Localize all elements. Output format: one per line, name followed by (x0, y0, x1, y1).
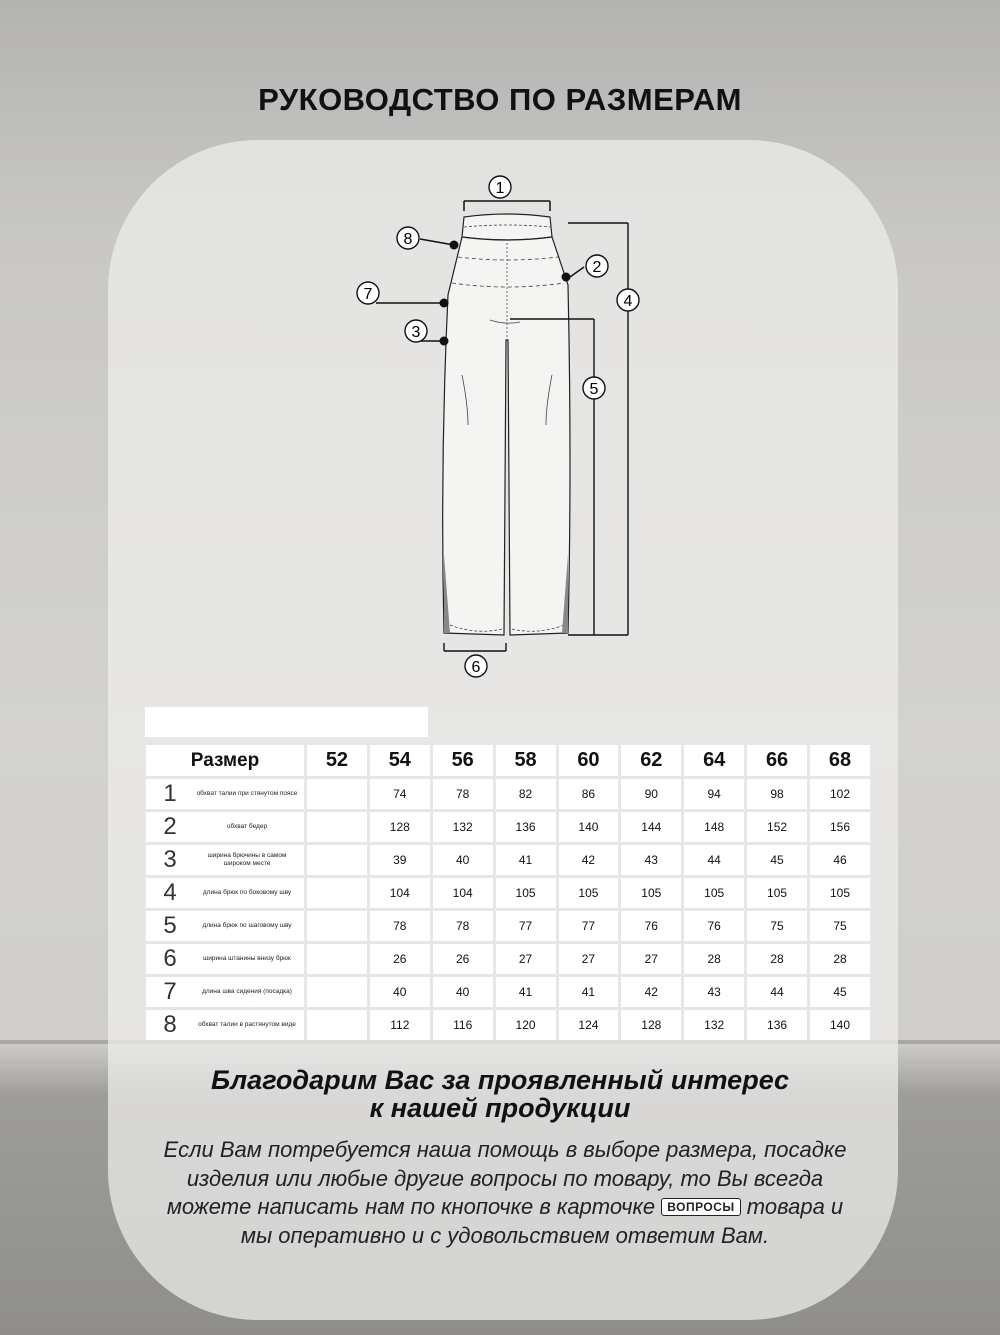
marker-3 (405, 320, 427, 342)
value-cell: 104 (370, 878, 430, 908)
value-cell: 27 (621, 944, 681, 974)
value-cell: 46 (810, 845, 870, 875)
marker-2 (586, 255, 608, 277)
measurement-number: 1 (163, 780, 177, 807)
value-cell: 41 (559, 977, 619, 1007)
value-cell: 148 (684, 812, 744, 842)
marker-4 (617, 289, 639, 311)
measurement-row (146, 944, 870, 974)
value-cell: 124 (559, 1010, 619, 1040)
size-table (143, 742, 873, 1043)
size-col-header: 66 (747, 745, 807, 776)
measurement-number: 7 (163, 978, 177, 1005)
value-cell: 40 (433, 845, 493, 875)
measurement-row (146, 779, 870, 809)
value-cell (307, 845, 367, 875)
measurement-label: обхват талии в растянутом виде (198, 1021, 296, 1028)
thanks-heading (0, 1066, 1000, 1122)
svg-text:2: 2 (592, 259, 602, 276)
measurement-row (146, 878, 870, 908)
value-cell (307, 1010, 367, 1040)
value-cell: 90 (621, 779, 681, 809)
svg-text:3: 3 (411, 324, 421, 341)
size-col-header: 52 (307, 745, 367, 776)
size-header-row (146, 745, 870, 776)
measurement-number: 8 (163, 1011, 177, 1038)
size-header-label: Размер (146, 745, 304, 776)
value-cell: 74 (370, 779, 430, 809)
value-cell: 112 (370, 1010, 430, 1040)
measurement-cell (146, 911, 304, 941)
measurement-cell (146, 977, 304, 1007)
value-cell: 42 (621, 977, 681, 1007)
value-cell: 105 (559, 878, 619, 908)
thanks-line-1: Благодарим Вас за проявленный интерес (210, 1065, 790, 1095)
measurement-cell (146, 845, 304, 875)
value-cell: 78 (370, 911, 430, 941)
trousers-diagram (340, 165, 660, 685)
value-cell: 104 (433, 878, 493, 908)
value-cell (307, 812, 367, 842)
marker-8 (397, 227, 419, 249)
value-cell: 76 (684, 911, 744, 941)
measurement-row (146, 1010, 870, 1040)
size-col-header: 60 (559, 745, 619, 776)
value-cell: 156 (810, 812, 870, 842)
value-cell: 28 (810, 944, 870, 974)
value-cell: 128 (621, 1010, 681, 1040)
value-cell: 136 (496, 812, 556, 842)
measurement-label: обхват бедер (226, 823, 268, 830)
value-cell: 105 (810, 878, 870, 908)
table-caption-box (145, 707, 428, 737)
value-cell: 44 (747, 977, 807, 1007)
measurement-cell (146, 878, 304, 908)
value-cell: 105 (747, 878, 807, 908)
measurement-row (146, 911, 870, 941)
value-cell: 105 (621, 878, 681, 908)
marker-7 (357, 282, 379, 304)
measurement-label: ширина брючины в самом широком месте (207, 852, 287, 867)
measurement-number: 5 (163, 912, 177, 939)
measurement-row (146, 845, 870, 875)
trousers-diagram-svg (340, 165, 660, 685)
marker-5 (583, 377, 605, 399)
svg-text:1: 1 (495, 180, 505, 197)
value-cell: 45 (810, 977, 870, 1007)
measurement-label: длина брюк по боковому шву (202, 889, 292, 896)
svg-text:7: 7 (363, 286, 373, 303)
value-cell: 102 (810, 779, 870, 809)
measurement-label: длина шва сидения (посадка) (202, 988, 292, 995)
value-cell: 152 (747, 812, 807, 842)
measurement-number: 4 (163, 879, 177, 906)
value-cell: 41 (496, 845, 556, 875)
value-cell: 78 (433, 779, 493, 809)
value-cell: 136 (747, 1010, 807, 1040)
value-cell: 77 (559, 911, 619, 941)
value-cell: 26 (370, 944, 430, 974)
value-cell: 94 (684, 779, 744, 809)
value-cell: 43 (684, 977, 744, 1007)
value-cell (307, 878, 367, 908)
value-cell (307, 944, 367, 974)
size-col-header: 62 (621, 745, 681, 776)
value-cell: 75 (747, 911, 807, 941)
value-cell: 132 (433, 812, 493, 842)
marker-1 (489, 176, 511, 198)
value-cell (307, 977, 367, 1007)
measurement-number: 2 (163, 813, 177, 840)
help-text-part-2: товара и мы оперативно и с удовольствием ответим Вам. (240, 1194, 844, 1248)
value-cell: 120 (496, 1010, 556, 1040)
measurement-cell (146, 1010, 304, 1040)
value-cell: 27 (496, 944, 556, 974)
value-cell: 140 (559, 812, 619, 842)
value-cell: 128 (370, 812, 430, 842)
measurement-label: длина брюк по шаговому шву (202, 922, 292, 929)
value-cell: 98 (747, 779, 807, 809)
svg-text:8: 8 (403, 231, 413, 248)
value-cell: 75 (810, 911, 870, 941)
size-table-body (146, 779, 870, 1040)
svg-text:4: 4 (623, 293, 633, 310)
value-cell: 78 (433, 911, 493, 941)
value-cell (307, 779, 367, 809)
value-cell: 27 (559, 944, 619, 974)
size-col-header: 58 (496, 745, 556, 776)
value-cell: 132 (684, 1010, 744, 1040)
svg-text:6: 6 (471, 659, 481, 676)
trousers-outline (443, 214, 570, 635)
page-title: РУКОВОДСТВО ПО РАЗМЕРАМ (258, 82, 742, 117)
help-text-part-1: Если Вам потребуется наша помощь в выборе размера, посадке изделия или любые другие вопросы по товару, то Вы всегда можете написать нам по кнопочке в карточке (163, 1137, 847, 1219)
value-cell: 76 (621, 911, 681, 941)
svg-text:5: 5 (589, 381, 599, 398)
measurement-cell (146, 944, 304, 974)
value-cell: 105 (684, 878, 744, 908)
measurement-label: обхват талии при стянутом поясе (196, 790, 298, 797)
value-cell: 140 (810, 1010, 870, 1040)
questions-button-illustration: ВОПРОСЫ (661, 1198, 740, 1216)
value-cell: 39 (370, 845, 430, 875)
thanks-line-2: к нашей продукции (369, 1093, 631, 1123)
value-cell (307, 911, 367, 941)
value-cell: 45 (747, 845, 807, 875)
value-cell: 42 (559, 845, 619, 875)
measurement-cell (146, 812, 304, 842)
measurement-label: ширина штанины внизу брюк (203, 955, 291, 962)
measurement-cell (146, 779, 304, 809)
value-cell: 86 (559, 779, 619, 809)
size-col-header: 64 (684, 745, 744, 776)
value-cell: 44 (684, 845, 744, 875)
measurement-row (146, 977, 870, 1007)
measurement-number: 3 (163, 846, 177, 873)
value-cell: 144 (621, 812, 681, 842)
value-cell: 28 (684, 944, 744, 974)
measurement-number: 6 (163, 945, 177, 972)
value-cell: 105 (496, 878, 556, 908)
measurement-row (146, 812, 870, 842)
value-cell: 82 (496, 779, 556, 809)
value-cell: 28 (747, 944, 807, 974)
value-cell: 40 (433, 977, 493, 1007)
value-cell: 43 (621, 845, 681, 875)
size-col-header: 54 (370, 745, 430, 776)
help-text (150, 1136, 860, 1250)
size-col-header: 56 (433, 745, 493, 776)
size-col-header: 68 (810, 745, 870, 776)
measure-line-1 (464, 201, 550, 211)
marker-6 (465, 655, 487, 677)
value-cell: 116 (433, 1010, 493, 1040)
value-cell: 41 (496, 977, 556, 1007)
value-cell: 26 (433, 944, 493, 974)
value-cell: 40 (370, 977, 430, 1007)
value-cell: 77 (496, 911, 556, 941)
